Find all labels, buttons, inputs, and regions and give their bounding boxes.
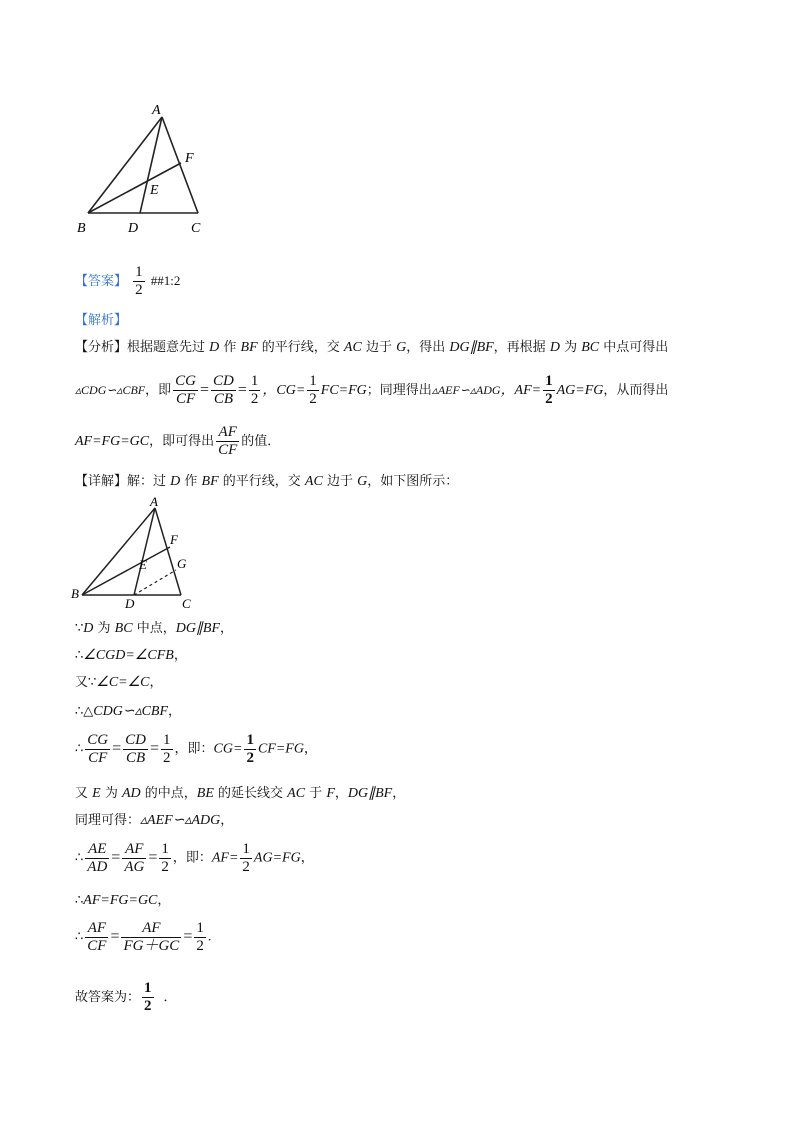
text-segment: ∴ — [75, 893, 84, 908]
text-segment: 为 — [93, 621, 115, 636]
text-segment: ∵ — [75, 621, 84, 636]
fraction-af-cf: $\frac{AF}{CF}$ — [87, 919, 107, 954]
label-F: F — [170, 532, 178, 547]
af-eq: ，AF= — [500, 383, 542, 398]
answer-line — [75, 262, 180, 301]
label-G: G — [177, 556, 187, 571]
text-segment: ， — [173, 648, 187, 663]
text-segment: ， — [392, 786, 406, 801]
text-segment: ∴△ — [75, 704, 94, 719]
text-segment: ， — [220, 813, 234, 828]
sim-expression-2: ▵AEF∽▵ADG — [431, 383, 501, 397]
text-segment: 的中点， — [140, 786, 197, 801]
label-D: D — [125, 596, 135, 611]
fenxi-line-3 — [75, 422, 280, 462]
label-C: C — [182, 596, 191, 611]
text-segment: ，如下图所示： — [367, 474, 459, 489]
math-expression: BF — [201, 474, 219, 489]
detail-line-1 — [75, 472, 458, 492]
fenxi-text-1 — [127, 340, 668, 355]
text-segment: ，再根据 — [493, 340, 550, 355]
final-text: 故答案为： — [75, 990, 141, 1005]
step-2 — [75, 646, 187, 666]
math-expression: E — [92, 786, 101, 801]
math-expression: D — [170, 474, 181, 489]
math-expression: G — [357, 474, 368, 489]
step-3 — [75, 673, 163, 693]
math-expression: DG∥BF — [347, 786, 393, 801]
step-4 — [75, 702, 181, 722]
analysis-tag: 【解析】 — [75, 313, 128, 328]
text-mid: ，即可得出 — [149, 434, 215, 449]
af-fg-gc: AF=FG=GC — [75, 434, 150, 449]
text-segment: 解：过 — [127, 474, 171, 489]
step-6 — [75, 784, 405, 804]
detail-tag: 【详解】 — [75, 474, 128, 489]
triangle-figure-2 — [66, 494, 206, 616]
text-segment: 的平行线，交 — [218, 474, 305, 489]
fraction-half: $\frac{1}{2}$ — [196, 919, 204, 954]
label-A: A — [152, 103, 161, 118]
label-A: A — [150, 494, 158, 509]
text-segment: 作 — [219, 340, 241, 355]
fenxi-line-2: ▵CDG∽▵CBF，即 $\frac{CG}{CF}$ = $\frac{CD}{CB}$ = $\frac{1}{2}$ ，CG= $\frac{1}{2}$ FC=FG；同理得出▵AEF∽▵ADG，AF= $\frac{1}{2}$ AG=FG，从而得出 — [75, 373, 669, 407]
math-expression: D — [83, 621, 94, 636]
label-B: B — [77, 221, 86, 236]
final-answer: 故答案为： $\frac{1}{2}$ ． — [75, 980, 177, 1014]
math-expression: F — [326, 786, 335, 801]
math-expression: D — [549, 340, 560, 355]
label-D: D — [128, 221, 139, 236]
fraction-cg-cf: $\frac{CG}{CF}$ — [87, 731, 109, 766]
math-expression: BC — [581, 340, 600, 355]
text-segment: ， — [168, 704, 182, 719]
math-expression: BF — [240, 340, 258, 355]
text-segment: 边于 — [322, 474, 358, 489]
fenxi-line-1 — [75, 338, 668, 358]
text-segment: 又∵ — [75, 675, 97, 690]
math-expression: BE — [196, 786, 214, 801]
step-7 — [75, 811, 233, 831]
answer-fraction: $\frac{1}{2}$ — [135, 264, 143, 298]
text-segment: 中点可得出 — [599, 340, 669, 355]
text-segment: ， — [157, 893, 171, 908]
text-end: 的值． — [241, 434, 281, 449]
math-expression: G — [396, 340, 407, 355]
math-expression: AC — [304, 474, 323, 489]
math-expression: ∠C=∠C — [96, 675, 150, 690]
math-expression: DG∥BF — [175, 621, 221, 636]
cg-eq: ，CG= — [262, 383, 306, 398]
final-fraction: $\frac{1}{2}$ — [144, 980, 152, 1014]
fraction-half-bold: $\frac{1}{2}$ — [545, 373, 553, 407]
text-segment: 根据题意先过 — [127, 340, 210, 355]
math-expression: BC — [114, 621, 133, 636]
triangle-figure-1 — [70, 100, 220, 240]
math-expression: AD — [121, 786, 141, 801]
fraction-half: $\frac{1}{2}$ — [250, 373, 259, 407]
fraction-cg-cf: $\frac{CG}{CF}$ — [175, 373, 196, 407]
fraction-half: $\frac{1}{2}$ — [309, 373, 317, 407]
ag-eq: AG=FG — [556, 383, 604, 398]
step-1 — [75, 619, 233, 639]
fraction-half: $\frac{1}{2}$ — [161, 840, 169, 875]
sim-expression: ▵CDG∽▵CBF — [75, 383, 146, 397]
detail-text-1 — [127, 474, 458, 489]
answer-suffix: ##1:2 — [150, 273, 181, 288]
text-segment: 的延长线交 — [213, 786, 288, 801]
fraction-af-ag: $\frac{AF}{AG}$ — [124, 840, 145, 875]
text-segment: ∴ — [75, 648, 84, 663]
label-E: E — [150, 183, 159, 198]
fraction-half-bold: $\frac{1}{2}$ — [246, 731, 254, 766]
text-segment: 同理可得： — [75, 813, 141, 828]
step-9 — [75, 891, 170, 911]
fraction-cd-cb: $\frac{CD}{CB}$ — [213, 373, 234, 407]
math-expression: AC — [287, 786, 306, 801]
text-segment: ，得出 — [406, 340, 450, 355]
text-segment: 为 — [100, 786, 122, 801]
math-expression: ∠CGD=∠CFB — [83, 648, 174, 663]
text-segment: ， — [220, 621, 234, 636]
fraction-cd-cb: $\frac{CD}{CB}$ — [125, 731, 146, 766]
fc-eq: FC=FG — [320, 383, 367, 398]
step-8: ∴ $\frac{AE}{AD}$ = $\frac{AF}{AG}$ = $\frac{1}{2}$ ，即：AF= $\frac{1}{2}$ AG=FG， — [75, 840, 314, 875]
math-expression: AF=FG=GC — [83, 893, 158, 908]
label-E: E — [139, 557, 147, 572]
label-B: B — [71, 586, 79, 601]
fraction-ae-ad: $\frac{AE}{AD}$ — [87, 840, 108, 875]
math-expression: ▵AEF∽▵ADG — [140, 813, 221, 828]
step-10: ∴ $\frac{AF}{CF}$ = $\frac{AF}{FG+GC}$ = $\frac{1}{2}$ . — [75, 919, 212, 954]
text-segment: 边于 — [361, 340, 397, 355]
text-segment: 于 — [305, 786, 327, 801]
text-segment: ， — [334, 786, 348, 801]
answer-tag: 【答案】 — [75, 274, 128, 289]
fraction-af-fg-gc: $\frac{AF}{FG+GC}$ — [123, 919, 180, 954]
fenxi-tag: 【分析】 — [75, 340, 128, 355]
text-segment: 的平行线，交 — [257, 340, 344, 355]
text-segment: 又 — [75, 786, 93, 801]
label-C: C — [191, 221, 201, 236]
fraction-af-cf: $\frac{AF}{CF}$ — [218, 424, 238, 458]
text-segment: 为 — [559, 340, 582, 355]
math-expression: CDG∽▵CBF — [93, 704, 169, 719]
math-expression: DG∥BF — [449, 340, 494, 355]
math-expression: D — [209, 340, 220, 355]
text-segment: 作 — [180, 474, 202, 489]
text-segment: ， — [149, 675, 163, 690]
text-end: ，从而得出 — [603, 383, 669, 398]
text-tongli: ；同理得出 — [366, 383, 432, 398]
text-segment: 中点， — [132, 621, 176, 636]
math-expression: AC — [343, 340, 362, 355]
fraction-half: $\frac{1}{2}$ — [242, 840, 250, 875]
fraction-half: $\frac{1}{2}$ — [163, 731, 171, 766]
step-5: ∴ $\frac{CG}{CF}$ = $\frac{CD}{CB}$ = $\frac{1}{2}$ ，即：CG= $\frac{1}{2}$ CF=FG， — [75, 731, 317, 766]
label-F: F — [185, 151, 194, 166]
text-ji: ，即 — [145, 383, 172, 398]
